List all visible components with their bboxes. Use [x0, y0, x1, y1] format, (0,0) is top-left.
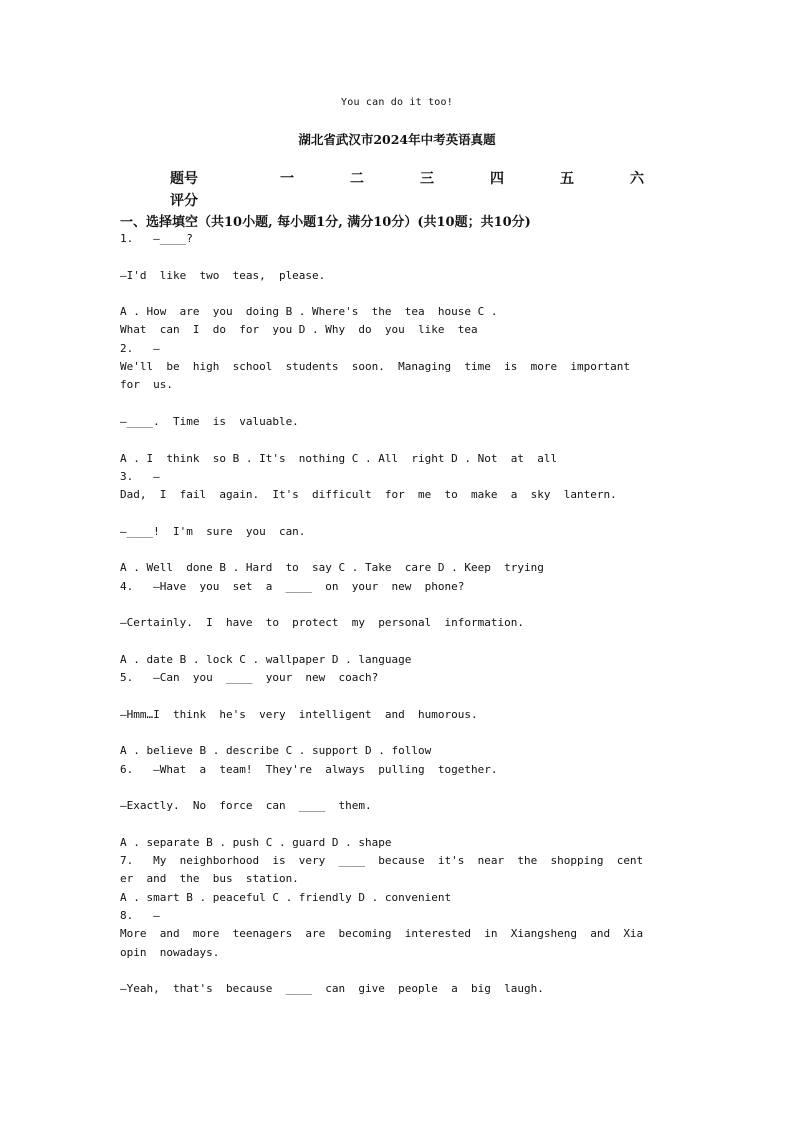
question-line: A . separate B . push C . guard D . shape [120, 835, 392, 849]
question-line: —I'd like two teas, please. [120, 268, 326, 282]
question-line [120, 816, 680, 834]
question-line [120, 962, 680, 980]
question-line: —Exactly. No force can ____ them. [120, 799, 372, 813]
question-line: 5. —Can you ____ your new coach? [120, 671, 379, 685]
page-title: 湖北省武汉市2024年中考英语真题 [298, 132, 496, 147]
question-line: 8. — [120, 908, 160, 922]
question-line: A . Well done B . Hard to say C . Take care D . Keep trying [120, 561, 544, 575]
question-line: We'll be high school students soon. Managing time is more important [120, 360, 630, 374]
column-5: 五 [560, 171, 574, 187]
score-row-label: 题号 [170, 171, 198, 187]
question-line: A . date B . lock C . wallpaper D . language [120, 652, 412, 666]
question-line: What can I do for you D . Why do you like tea [120, 323, 478, 337]
question-line: 2. — [120, 341, 160, 355]
header-note: You can do it too! [341, 97, 453, 108]
question-line [120, 248, 680, 266]
question-line: Dad, I fail again. It's difficult for me to make a sky lantern. [120, 488, 617, 502]
score-row-label-2: 评分 [170, 193, 198, 209]
question-line: 3. — [120, 469, 160, 483]
question-line: A . How are you doing B . Where's the tea house C . [120, 305, 498, 319]
question-line [120, 596, 680, 614]
question-line [120, 285, 680, 303]
question-line [120, 779, 680, 797]
question-line: —Yeah, that's because ____ can give people a big laugh. [120, 982, 544, 996]
question-line: —Hmm…I think he's very intelligent and humorous. [120, 707, 478, 721]
question-line [120, 633, 680, 651]
question-line: More and more teenagers are becoming interested in Xiangsheng and Xia [120, 927, 644, 941]
question-line: er and the bus station. [120, 872, 299, 886]
question-line: —____. Time is valuable. [120, 414, 299, 428]
column-4: 四 [490, 171, 504, 187]
question-line: 7. My neighborhood is very ____ because it's near the shopping cent [120, 854, 644, 868]
question-line [120, 687, 680, 705]
question-line: —Certainly. I have to protect my personal information. [120, 616, 524, 630]
question-line: 4. —Have you set a ____ on your new phone? [120, 579, 465, 593]
column-1: 一 [280, 171, 294, 187]
question-line: A . I think so B . It's nothing C . All right D . Not at all [120, 451, 558, 465]
question-line: —____! I'm sure you can. [120, 524, 306, 538]
question-line: for us. [120, 378, 173, 392]
section-title: 一、选择填空（共10小题, 每小题1分, 满分10分）(共10题；共10分) [120, 215, 531, 230]
question-line: opin nowadays. [120, 945, 220, 959]
question-line: A . smart B . peaceful C . friendly D . convenient [120, 890, 452, 904]
question-line [120, 724, 680, 742]
column-6: 六 [630, 171, 644, 187]
question-line [120, 541, 680, 559]
column-2: 二 [350, 171, 364, 187]
question-line: A . believe B . describe C . support D . follow [120, 744, 432, 758]
column-3: 三 [420, 171, 434, 187]
question-line [120, 504, 680, 522]
question-line [120, 395, 680, 413]
question-line [120, 431, 680, 449]
question-line: 6. —What a team! They're always pulling together. [120, 762, 498, 776]
question-body [120, 230, 680, 998]
question-line: 1. —____? [120, 232, 193, 245]
